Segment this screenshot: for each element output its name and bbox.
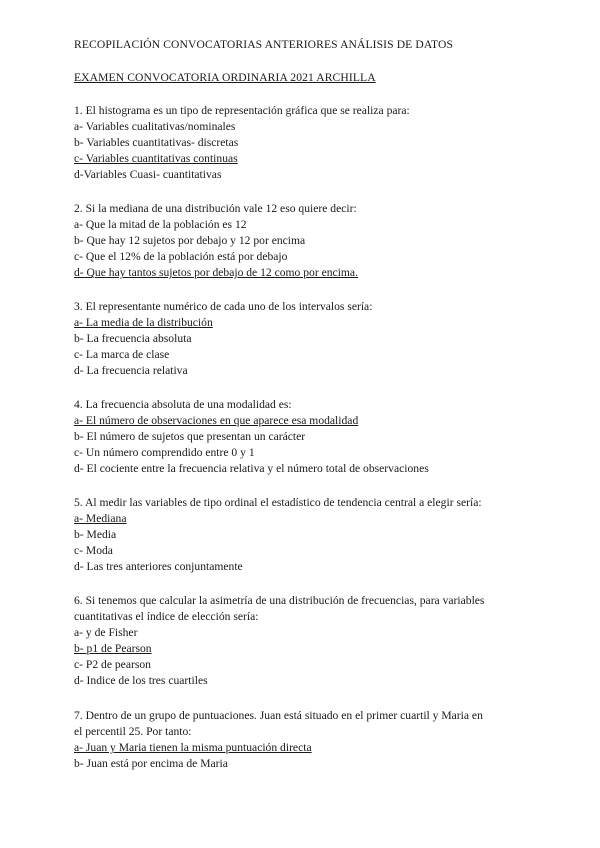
option-c-correct: c- Variables cuantitativas continuas — [74, 152, 238, 166]
option-d: d- El cociente entre la frecuencia relativa y el número total de observaciones — [74, 462, 429, 476]
option-c: c- Moda — [74, 544, 113, 558]
option-a-correct: a- Juan y Maria tienen la misma puntuación directa — [74, 741, 312, 755]
option-a: a- Variables cualitativas/nominales — [74, 120, 236, 134]
option-c: c- P2 de pearson — [74, 658, 151, 672]
option-d-correct: d- Que hay tantos sujetos por debajo de 12 como por encima. — [74, 266, 358, 280]
option-b: b- Que hay 12 sujetos por debajo y 12 por encima — [74, 234, 306, 248]
question-text: 5. Al medir las variables de tipo ordinal el estadístico de tendencia central a elegir sería: — [74, 496, 482, 509]
question-text: 2. Si la mediana de una distribución vale 12 eso quiere decir: — [74, 202, 357, 215]
option-b-correct: b- p1 de Pearson — [74, 642, 152, 656]
option-c: c- Que el 12% de la población está por debajo — [74, 250, 288, 264]
question-text-cont: cuantitativas el índice de elección sería: — [74, 610, 259, 624]
option-b: b- La frecuencia absoluta — [74, 332, 192, 346]
question-text-cont: el percentil 25. Por tanto: — [74, 725, 192, 739]
question-1 — [74, 103, 534, 183]
option-c: c- La marca de clase — [74, 348, 170, 362]
option-d: d- Las tres anteriores conjuntamente — [74, 560, 243, 574]
question-text: 7. Dentro de un grupo de puntuaciones. Juan está situado en el primer cuartil y Maria en — [74, 709, 483, 722]
question-6 — [74, 593, 534, 690]
question-text: 6. Si tenemos que calcular la asimetría de una distribución de frecuencias, para variables — [74, 594, 485, 607]
option-d: d-Variables Cuasi- cuantitativas — [74, 168, 222, 182]
option-a-correct: a- La media de la distribución — [74, 316, 213, 330]
question-text: 1. El histograma es un tipo de representación gráfica que se realiza para: — [74, 104, 410, 117]
option-b: b- Media — [74, 528, 117, 542]
option-a: a- Que la mitad de la población es 12 — [74, 218, 247, 232]
question-4 — [74, 397, 534, 477]
option-a-correct: a- El número de observaciones en que aparece esa modalidad — [74, 414, 359, 428]
question-text: 3. El representante numérico de cada uno de los intervalos sería: — [74, 300, 373, 313]
option-b: b- El número de sujetos que presentan un carácter — [74, 430, 306, 444]
question-5 — [74, 495, 534, 575]
option-d: d- Indice de los tres cuartiles — [74, 674, 208, 688]
option-c: c- Un número comprendido entre 0 y 1 — [74, 446, 255, 460]
option-b: b- Juan está por encima de Maria — [74, 757, 228, 771]
option-d: d- La frecuencia relativa — [74, 364, 188, 378]
question-3 — [74, 299, 534, 379]
question-7 — [74, 708, 534, 772]
option-a-correct: a- Mediana — [74, 512, 127, 526]
option-b: b- Variables cuantitativas- discretas — [74, 136, 239, 150]
question-text: 4. La frecuencia absoluta de una modalidad es: — [74, 398, 292, 411]
exam-title: EXAMEN CONVOCATORIA ORDINARIA 2021 ARCHILLA — [74, 71, 376, 84]
document-title: RECOPILACIÓN CONVOCATORIAS ANTERIORES ANÁLISIS DE DATOS — [74, 38, 453, 51]
option-a: a- y de Fisher — [74, 626, 138, 640]
question-2 — [74, 201, 534, 281]
